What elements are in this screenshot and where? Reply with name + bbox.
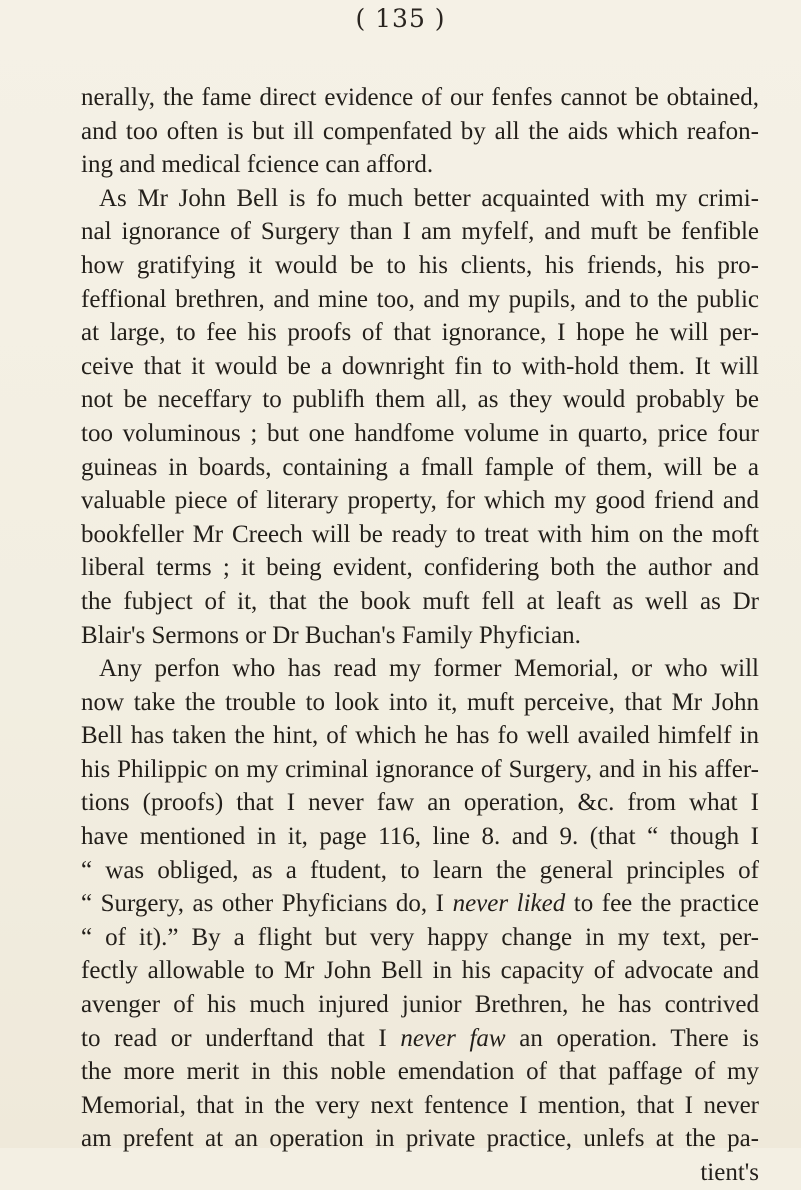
text-line: valuable piece of literary property, for which my good friend and [81, 487, 759, 515]
text-segment: to fee the practice [565, 890, 760, 918]
text-line: Memorial, that in the very next fentence I mention, that I never [81, 1091, 759, 1119]
text-line: Any perfon who has read my former Memorial, or who will [99, 655, 759, 683]
text-line [81, 887, 759, 921]
text-line: at large, to fee his proofs of that ignorance, I hope he will per- [81, 319, 759, 347]
text-line: nal ignorance of Surgery than I am myfelf, and muft be fenfible [81, 218, 759, 246]
text-line: not be neceffary to publifh them all, as they would probably be [81, 386, 759, 414]
italic-text: never faw [400, 1024, 506, 1052]
text-line: too voluminous ; but one handfome volume in quarto, price four [81, 419, 759, 447]
text-line: the more merit in this noble emendation of that paffage of my [81, 1058, 759, 1086]
text-line: “ of it).” By a flight but very happy change in my text, per- [81, 923, 759, 951]
text-line: Blair's Sermons or Dr Buchan's Family Phyfician. [81, 621, 581, 649]
text-line: his Philippic on my criminal ignorance of Surgery, and in his affer- [81, 755, 759, 783]
text-line: guineas in boards, containing a fmall fample of them, will be a [81, 453, 759, 481]
text-segment: an operation. There is [505, 1024, 759, 1052]
text-line: tions (proofs) that I never faw an operation, &c. from what I [81, 789, 759, 817]
text-line: nerally, the fame direct evidence of our fenfes cannot be obtained, [81, 84, 759, 111]
text-line: “ was obliged, as a ftudent, to learn the general principles of [81, 856, 759, 884]
text-line: ceive that it would be a downright fin to with-hold them. It will [81, 352, 759, 380]
text-line: As Mr John Bell is fo much better acquainted with my crimi- [99, 184, 759, 212]
text-line: tient's [700, 1159, 759, 1186]
text-line: now take the trouble to look into it, muft perceive, that Mr John [81, 688, 759, 716]
text-line: am prefent at an operation in private practice, unlefs at the pa- [81, 1125, 759, 1153]
text-line: avenger of his much injured junior Brethren, he has contrived [81, 991, 759, 1019]
text-segment: “ Surgery, as other Phyficians do, I [81, 890, 453, 918]
text-line: Bell has taken the hint, of which he has fo well availed himfelf in [81, 722, 759, 750]
text-segment: to read or underftand that I [81, 1024, 401, 1052]
text-line: bookfeller Mr Creech will be ready to treat with him on the moft [81, 520, 759, 548]
body-text [81, 81, 759, 1190]
italic-text: never liked [452, 890, 566, 918]
text-line: how gratifying it would be to his clients, his friends, his pro- [81, 251, 759, 279]
text-line: feffional brethren, and mine too, and my pupils, and to the public [81, 285, 759, 313]
text-line: the fubject of it, that the book muft fell at leaft as well as Dr [81, 587, 759, 615]
page-number-header: ( 135 ) [355, 4, 446, 33]
text-line: fectly allowable to Mr John Bell in his capacity of advocate and [81, 957, 759, 985]
text-line [81, 1022, 759, 1056]
text-line: liberal terms ; it being evident, confidering both the author and [81, 554, 759, 582]
text-line: and too often is but ill compenfated by all the aids which reafon- [81, 117, 759, 145]
text-line: ing and medical fcience can afford. [81, 151, 434, 179]
text-line: have mentioned in it, page 116, line 8. and 9. (that “ though I [81, 823, 759, 851]
